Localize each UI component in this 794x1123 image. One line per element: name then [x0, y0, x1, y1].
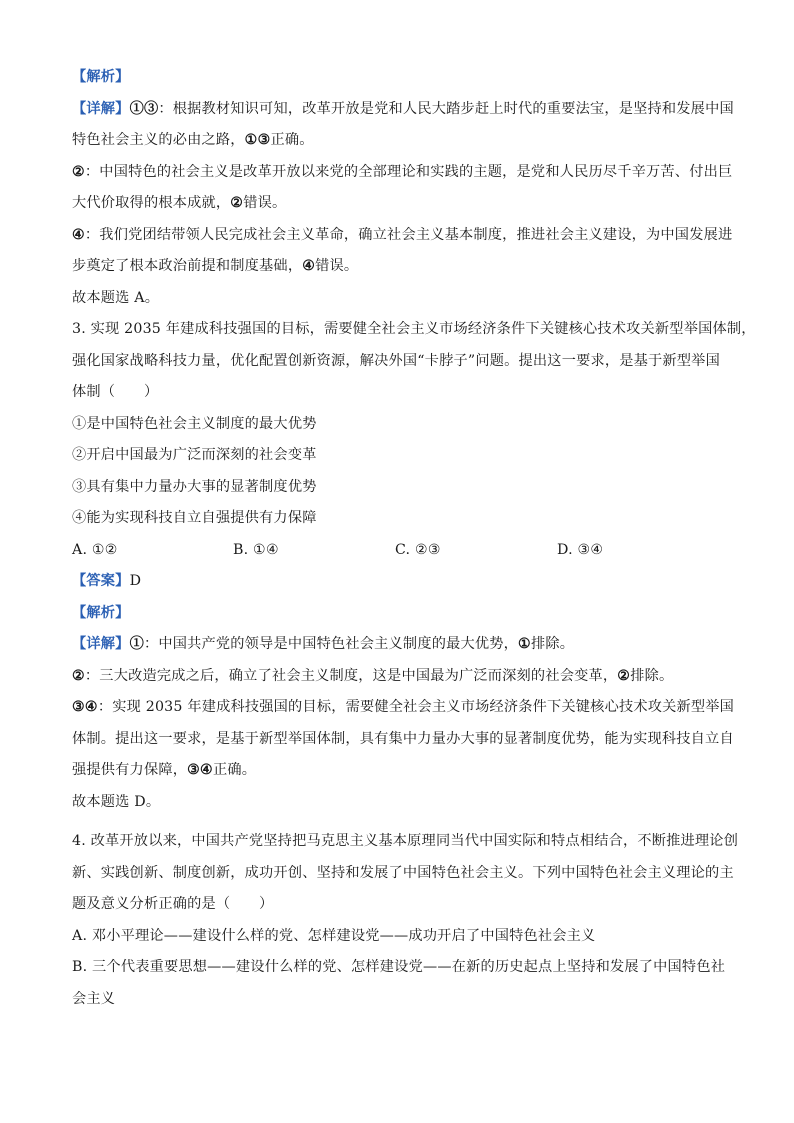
q3-conclusion: 故本题选 D。 — [72, 793, 161, 810]
q3-analysis-heading: 【解析】 — [72, 604, 130, 621]
q3-option-d: D. ③④ — [557, 541, 604, 558]
document-page — [72, 62, 756, 1015]
q3-stem-line-3: 体制（ ） — [72, 384, 159, 400]
q4-stem-line-1: 4. 改革开放以来，中国共产党坚持把马克思主义基本原理同当代中国实际和特点相结合，不断推进理论创 — [72, 833, 739, 849]
q3-item-1: ①是中国特色社会主义制度的最大优势 — [72, 415, 317, 432]
detail-line-5: ④：我们党团结带领人民完成社会主义革命，确立社会主义基本制度，推进社会主义建设，为中国发展进 — [72, 226, 733, 243]
q4-stem-line-2: 新、实践创新、制度创新，成功开创、坚持和发展了中国特色社会主义。下列中国特色社会主义理论的主 — [72, 864, 734, 881]
q3-detail-line-2: ②：三大改造完成之后，确立了社会主义制度，这是中国最为广泛而深刻的社会变革，②排除。 — [72, 667, 674, 684]
q3-stem-line-2: 强化国家战略科技力量，优化配置创新资源，解决外国“卡脖子”问题。提出这一要求，是基于新型举国 — [72, 352, 720, 369]
q3-option-a: A. ①② — [72, 541, 118, 558]
q3-options — [72, 535, 732, 567]
q3-item-2: ②开启中国最为广泛而深刻的社会变革 — [72, 447, 317, 463]
q4-option-b-line-2: 会主义 — [72, 990, 116, 1007]
detail-line-2: 特色社会主义的必由之路，①③正确。 — [72, 132, 314, 148]
detail-line-4: 大代价取得的根本成就，②错误。 — [72, 195, 287, 211]
detail-line-1: 【详解】①③：根据教材知识可知，改革开放是党和人民大踏步赶上时代的重要法宝，是坚持和发展中国 — [72, 100, 734, 117]
q3-detail-line-1: 【详解】①：中国共产党的领导是中国特色社会主义制度的最大优势，①排除。 — [72, 636, 575, 652]
analysis-heading: 【解析】 — [72, 69, 130, 85]
q3-detail-line-3: ③④：实现 2035 年建成科技强国的目标，需要健全社会主义市场经济条件下关键核心技术攻关新型举国 — [72, 699, 735, 715]
q4-option-a: A. 邓小平理论——建设什么样的党、怎样建设党——成功开启了中国特色社会主义 — [72, 927, 596, 944]
q3-item-3: ③具有集中力量办大事的显著制度优势 — [72, 478, 317, 495]
q3-item-4: ④能为实现科技自立自强提供有力保障 — [72, 510, 317, 526]
conclusion-line: 故本题选 A。 — [72, 289, 160, 306]
detail-line-6: 步奠定了根本政治前提和制度基础，④错误。 — [72, 258, 359, 274]
q3-answer: 【答案】D — [72, 573, 142, 589]
q4-stem-line-3: 题及意义分析正确的是（ ） — [72, 896, 274, 912]
q4-option-b-line-1: B. 三个代表重要思想——建设什么样的党、怎样建设党——在新的历史起点上坚持和发展了中国特色社 — [72, 959, 726, 975]
detail-line-3: ②：中国特色的社会主义是改革开放以来党的全部理论和实践的主题，是党和人民历尽千辛万苦、付出巨 — [72, 163, 733, 180]
q3-stem-line-1: 3. 实现 2035 年建成科技强国的目标，需要健全社会主义市场经济条件下关键核心技术攻关新型举国体制， — [72, 321, 756, 337]
q3-option-c: C. ②③ — [395, 541, 441, 558]
q3-detail-line-5: 强提供有力保障，③④正确。 — [72, 762, 257, 778]
q3-option-b: B. ①④ — [233, 541, 279, 558]
q3-detail-line-4: 体制。提出这一要求，是基于新型举国体制，具有集中力量办大事的显著制度优势，能为实现科技自立自 — [72, 730, 734, 747]
